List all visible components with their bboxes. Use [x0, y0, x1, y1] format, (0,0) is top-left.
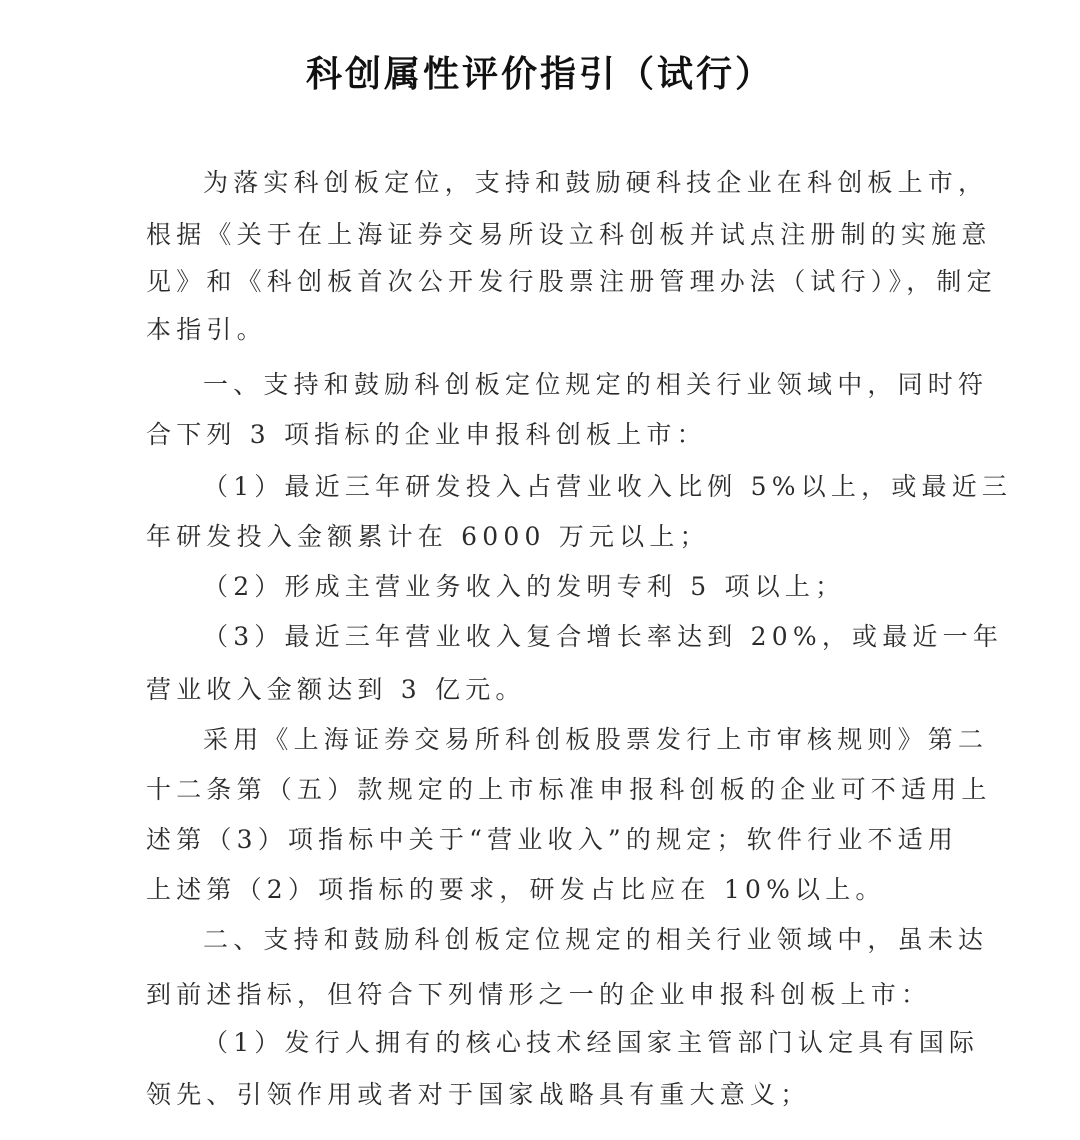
paragraph-line: 一、支持和鼓励科创板定位规定的相关行业领域中，同时符: [203, 370, 989, 399]
paragraph-line: 采用《上海证券交易所科创板股票发行上市审核规则》第二: [203, 725, 989, 754]
list-item: （2）形成主营业务收入的发明专利 5 项以上；: [203, 572, 846, 601]
paragraph-line: 本指引。: [146, 315, 267, 344]
paragraph-line: 二、支持和鼓励科创板定位规定的相关行业领域中，虽未达: [203, 925, 989, 954]
list-item: （3）最近三年营业收入复合增长率达到 20%，或最近一年: [203, 622, 1004, 651]
paragraph-line: 合下列 3 项指标的企业申报科创板上市：: [146, 420, 707, 449]
list-item: （1）发行人拥有的核心技术经国家主管部门认定具有国际: [203, 1028, 980, 1057]
paragraph-line: 见》和《科创板首次公开发行股票注册管理办法（试行）》，制定: [146, 267, 997, 296]
paragraph-line: 到前述指标，但符合下列情形之一的企业申报科创板上市：: [146, 980, 932, 1009]
paragraph-line: 述第（3）项指标中关于“营业收入”的规定；软件行业不适用: [146, 825, 959, 854]
list-item-continued: 年研发投入金额累计在 6000 万元以上；: [146, 522, 710, 551]
paragraph-line: 十二条第（五）款规定的上市标准申报科创板的企业可不适用上: [146, 775, 992, 804]
paragraph-line: 根据《关于在上海证券交易所设立科创板并试点注册制的实施意: [146, 220, 992, 249]
list-item-continued: 领先、引领作用或者对于国家战略具有重大意义；: [146, 1080, 811, 1109]
paragraph-line: 为落实科创板定位，支持和鼓励硬科技企业在科创板上市，: [203, 168, 989, 197]
document-title: 科创属性评价指引（试行）: [305, 53, 774, 95]
paragraph-line: 上述第（2）项指标的要求，研发占比应在 10%以上。: [146, 875, 886, 904]
list-item-continued: 营业收入金额达到 3 亿元。: [146, 675, 526, 704]
list-item: （1）最近三年研发投入占营业收入比例 5%以上，或最近三: [203, 472, 1013, 501]
